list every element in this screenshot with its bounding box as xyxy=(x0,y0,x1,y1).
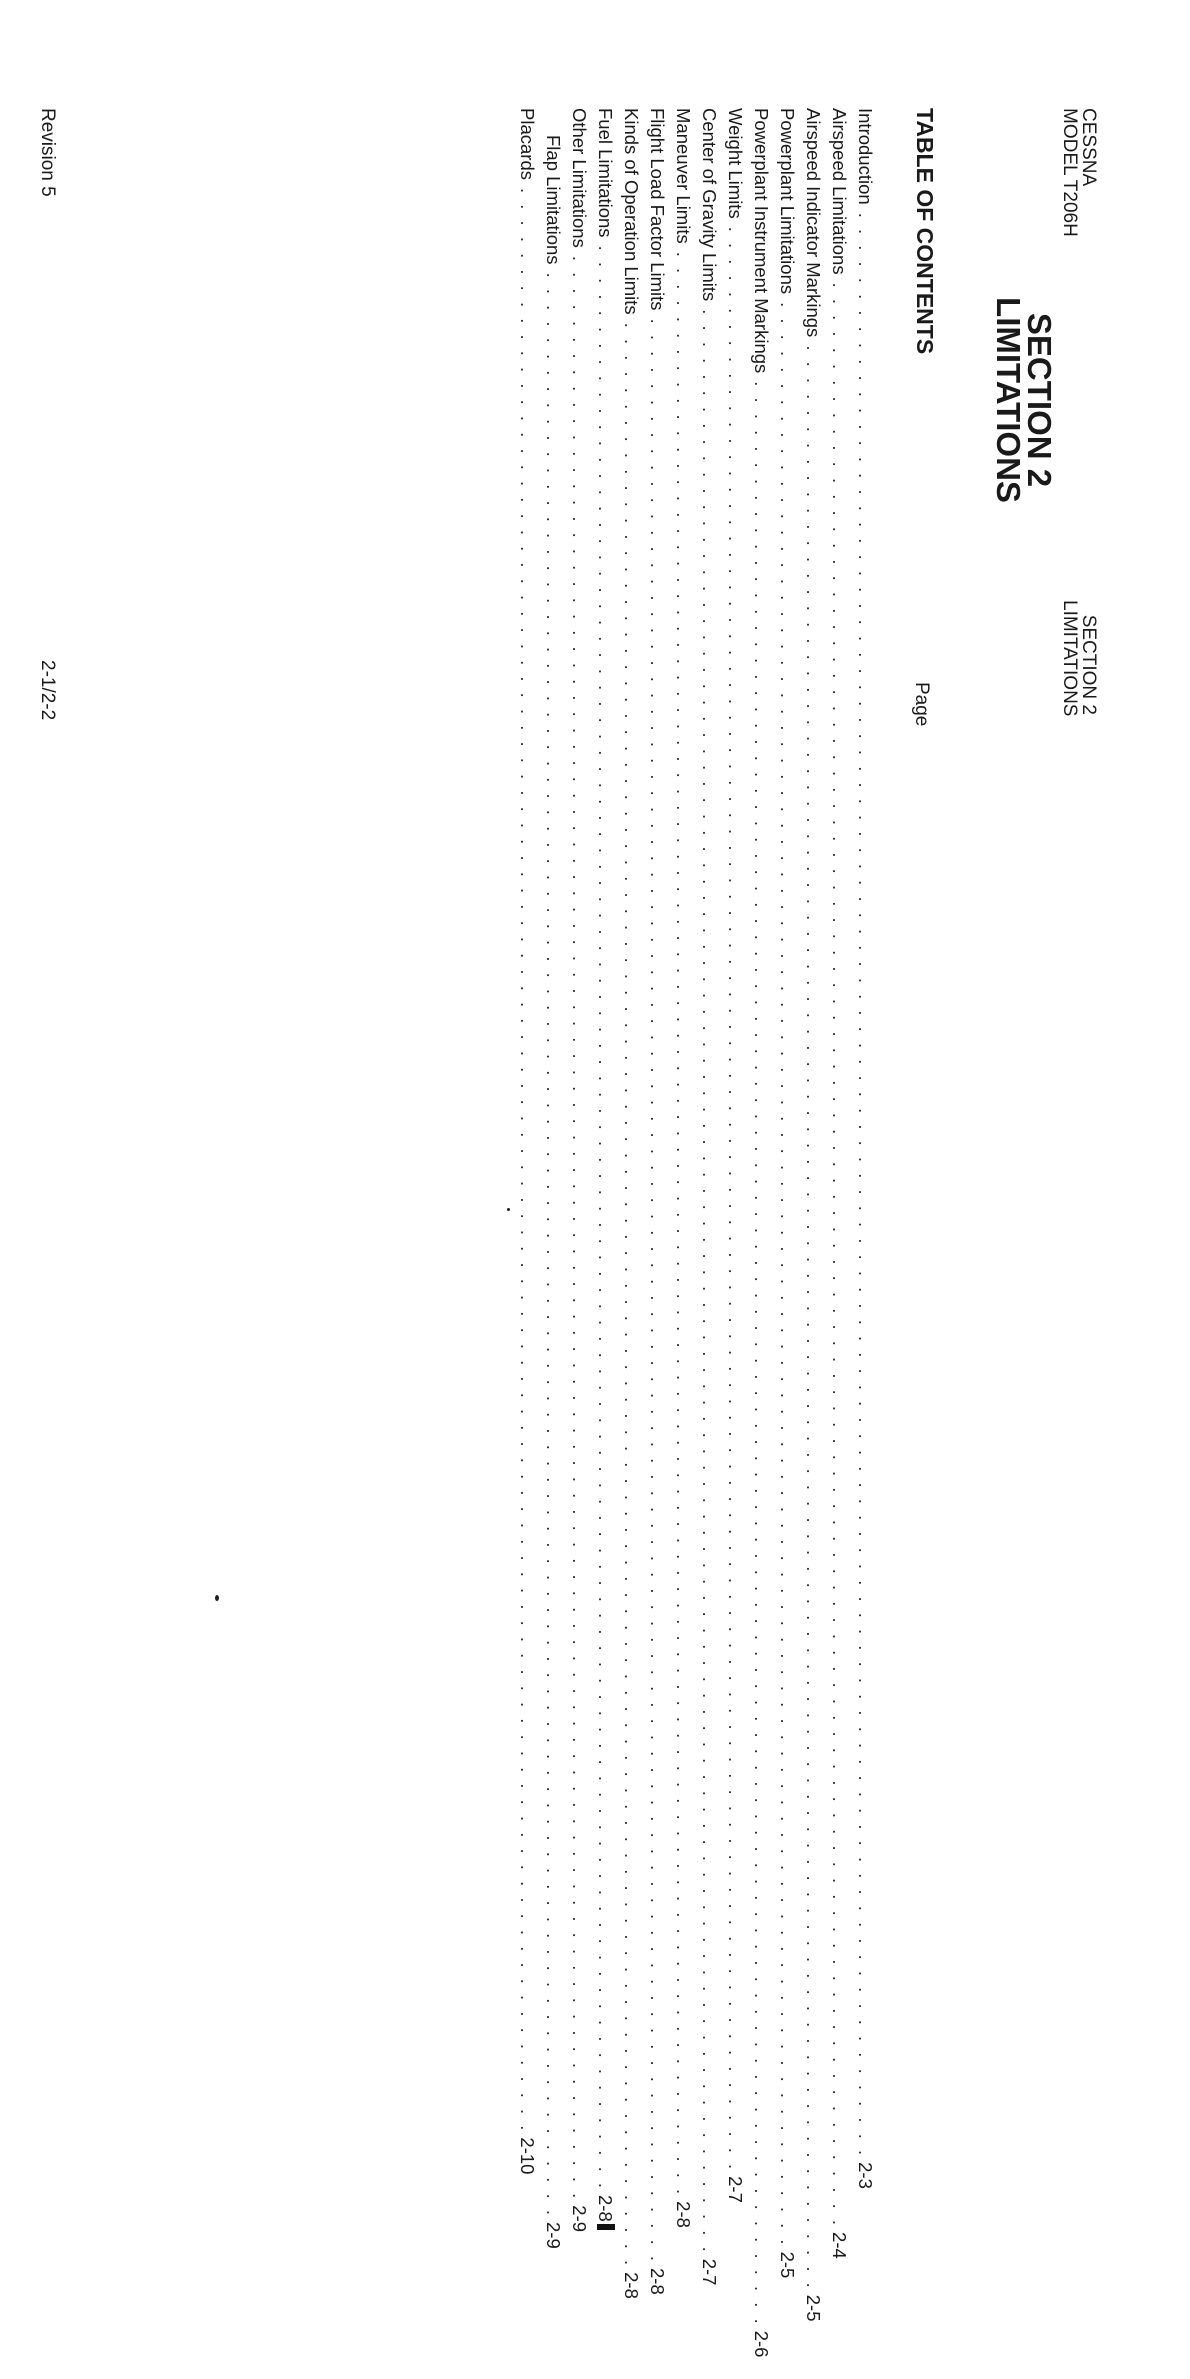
toc-entry-page: 2-5 xyxy=(777,2251,798,2279)
toc-entry-label: Maneuver Limits xyxy=(673,108,694,244)
toc-entry-label: Flap Limitations xyxy=(543,135,564,265)
dot-leader: . . . . . . . . . . . . . . . . . . . . . . . . . . . . . . . . . . . . . . . . . . . . . . . . . . . . . . . . . . . . . . . . . . . . . . . . . . . . . . . . . . . . . . . . . . . . . . . . . . . . . . . . . . . . . . . . . . . . . . . . xyxy=(569,255,590,2202)
header-section-name: LIMITATIONS xyxy=(1059,600,1080,717)
toc-entry-page: 2-8 xyxy=(595,2195,616,2222)
toc-heading: TABLE OF CONTENTS xyxy=(912,108,938,355)
toc-list xyxy=(514,108,878,2358)
dot-leader: . . . . . . . . . . . . . . . . . . . . . . . . . . . . . . . . . . . . . . . . . . . . . . . . . . . . . . . . . . . . . . . . . . . . . . . . . . . . . . . . . . . . . . . . . . . . . . . . . . . . . . . . . . . . . . . . . . . . . . . . xyxy=(777,302,798,2248)
toc-entry-kinds-of-operation-limits xyxy=(618,108,644,2299)
dot-leader: . . . . . . . . . . . . . . . . . . . . . . . . . . . . . . . . . . . . . . . . . . . . . . . . . . . . . . . . . . . . . . . . . . . . . . . . . . . . . . . . . . . . . . . . . . . . . . . . . . . . . . . . . . . . . . . . . . . . . . . . xyxy=(751,381,772,2327)
header-model: MODEL T206H xyxy=(1059,108,1080,237)
toc-entry-airspeed-limitations xyxy=(826,108,852,2259)
toc-entry-flight-load-factor-limits xyxy=(644,108,670,2295)
page-title xyxy=(990,200,1058,600)
toc-entry-label: Center of Gravity Limits xyxy=(699,108,720,302)
toc-page-column-label: Page xyxy=(911,682,932,727)
dot-leader: . . . . . . . . . . . . . . . . . . . . . . . . . . . . . . . . . . . . . . . . . . . . . . . . . . . . . . . . . . . . . . . . . . . . . . . . . . . . . . . . . . . . . . . . . . . . . . . . . . . . . . . . . . . . . . . . . . . . . . . . xyxy=(595,245,616,2191)
toc-entry-page: 2-8 xyxy=(647,2268,668,2295)
toc-entry-label: Weight Limits xyxy=(725,108,746,219)
toc-entry-page: 2-9 xyxy=(569,2205,590,2233)
toc-entry-label: Other Limitations xyxy=(569,108,590,248)
toc-entry-page: 2-7 xyxy=(725,2176,746,2203)
footer-page-number: 2-1/2-2 xyxy=(37,660,58,721)
toc-entry-label: Airspeed Limitations xyxy=(829,108,850,275)
dot-leader: . . . . . . . . . . . . . . . . . . . . . . . . . . . . . . . . . . . . . . . . . . . . . . . . . . . . . . . . . . . . . . . . . . . . . . . . . . . . . . . . . . . . . . . . . . . . . . . . . . . . . . . . . . . . . . . . . . . . . . . . xyxy=(829,282,850,2229)
toc-entry-page: 2-9 xyxy=(543,2222,564,2249)
dot-leader: . . . . . . . . . . . . . . . . . . . . . . . . . . . . . . . . . . . . . . . . . . . . . . . . . . . . . . . . . . . . . . . . . . . . . . . . . . . . . . . . . . . . . . . . . . . . . . . . . . . . . . . . . . . . . . . . . . . . . . . . xyxy=(803,345,824,2291)
dot-leader: . . . . . . . . . . . . . . . . . . . . . . . . . . . . . . . . . . . . . . . . . . . . . . . . . . . . . . . . . . . . . . . . . . . . . . . . . . . . . . . . . . . . . . . . . . . . . . . . . . . . . . . . . . . . . . . . . . . . . . . . xyxy=(647,318,668,2264)
toc-entry-label: Kinds of Operation Limits xyxy=(621,108,642,315)
dot-leader: . . . . . . . . . . . . . . . . . . . . . . . . . . . . . . . . . . . . . . . . . . . . . . . . . . . . . . . . . . . . . . . . . . . . . . . . . . . . . . . . . . . . . . . . . . . . . . . . . . . . . . . . . . . . . . . . . . . . . . . . xyxy=(517,187,538,2134)
toc-entry-page: 2-3 xyxy=(855,2162,876,2189)
toc-entry-placards xyxy=(514,108,540,2175)
toc-entry-page: 2-4 xyxy=(829,2232,850,2259)
toc-entry-flap-limitations xyxy=(540,108,566,2249)
dot-leader: . . . . . . . . . . . . . . . . . . . . . . . . . . . . . . . . . . . . . . . . . . . . . . . . . . . . . . . . . . . . . . . . . . . . . . . . . . . . . . . . . . . . . . . . . . . . . . . . . . . . . . . . . . . . . . . . . . . . . . . . xyxy=(855,212,876,2159)
toc-entry-page: 2-10 xyxy=(517,2137,538,2175)
toc-entry-label: Flight Load Factor Limits xyxy=(647,108,668,311)
dot-leader: . . . . . . . . . . . . . . . . . . . . . . . . . . . . . . . . . . . . . . . . . . . . . . . . . . . . . . . . . . . . . . . . . . . . . . . . . . . . . . . . . . . . . . . . . . . . . . . . . . . . . . . . . . . . . . . . . . . . . . . . xyxy=(725,226,746,2173)
page-title-line1: SECTION 2 xyxy=(1021,312,1058,488)
toc-entry-label: Fuel Limitations xyxy=(595,108,616,238)
footer-revision: Revision 5 xyxy=(37,108,58,197)
toc-entry-page: 2-8 xyxy=(673,2201,694,2228)
scan-speck xyxy=(215,1595,219,1601)
toc-entry-maneuver-limits xyxy=(670,108,696,2228)
toc-entry-label: Introduction xyxy=(855,108,876,205)
toc-entry-center-of-gravity-limits xyxy=(696,108,722,2286)
dot-leader: . . . . . . . . . . . . . . . . . . . . . . . . . . . . . . . . . . . . . . . . . . . . . . . . . . . . . . . . . . . . . . . . . . . . . . . . . . . . . . . . . . . . . . . . . . . . . . . . . . . . . . . . . . . . . . . . . . . . . . . . xyxy=(621,322,642,2269)
revision-bar xyxy=(597,2224,615,2230)
toc-entry-other-limitations xyxy=(566,108,592,2233)
toc-entry-powerplant-instrument-markings xyxy=(748,108,774,2358)
dot-leader: . . . . . . . . . . . . . . . . . . . . . . . . . . . . . . . . . . . . . . . . . . . . . . . . . . . . . . . . . . . . . . . . . . . . . . . . . . . . . . . . . . . . . . . . . . . . . . . . . . . . . . . . . . . . . . . . . . . . . . . . xyxy=(699,309,720,2255)
header-section: SECTION 2 xyxy=(1078,614,1099,715)
toc-entry-page: 2-5 xyxy=(803,2294,824,2322)
toc-entry-label: Airspeed Indicator Markings xyxy=(803,108,824,338)
toc-entry-page: 2-7 xyxy=(699,2258,720,2286)
header-left xyxy=(1060,108,1098,237)
scan-speck xyxy=(507,1208,510,1211)
header-manufacturer: CESSNA xyxy=(1078,108,1099,187)
toc-entry-weight-limits xyxy=(722,108,748,2203)
toc-entry-label: Powerplant Limitations xyxy=(777,108,798,295)
toc-entry-powerplant-limitations xyxy=(774,108,800,2279)
toc-entry-page: 2-6 xyxy=(751,2330,772,2358)
toc-entry-label: Powerplant Instrument Markings xyxy=(751,108,772,374)
header-right xyxy=(1060,600,1098,715)
dot-leader: . . . . . . . . . . . . . . . . . . . . . . . . . . . . . . . . . . . . . . . . . . . . . . . . . . . . . . . . . . . . . . . . . . . . . . . . . . . . . . . . . . . . . . . . . . . . . . . . . . . . . . . . . . . . . . . . . . . . . . . . xyxy=(543,272,564,2218)
toc-entry-page-with-revision-bar xyxy=(592,2195,618,2243)
toc-entry-label: Placards xyxy=(517,108,538,180)
toc-entry-fuel-limitations xyxy=(592,108,618,2222)
toc-entry-introduction xyxy=(852,108,878,2189)
toc-entry-airspeed-indicator-markings xyxy=(800,108,826,2322)
toc-entry-page: 2-8 xyxy=(621,2272,642,2299)
dot-leader: . . . . . . . . . . . . . . . . . . . . . . . . . . . . . . . . . . . . . . . . . . . . . . . . . . . . . . . . . . . . . . . . . . . . . . . . . . . . . . . . . . . . . . . . . . . . . . . . . . . . . . . . . . . . . . . . . . . . . . . . xyxy=(673,251,694,2198)
page-title-line2: LIMITATIONS xyxy=(990,297,1027,503)
